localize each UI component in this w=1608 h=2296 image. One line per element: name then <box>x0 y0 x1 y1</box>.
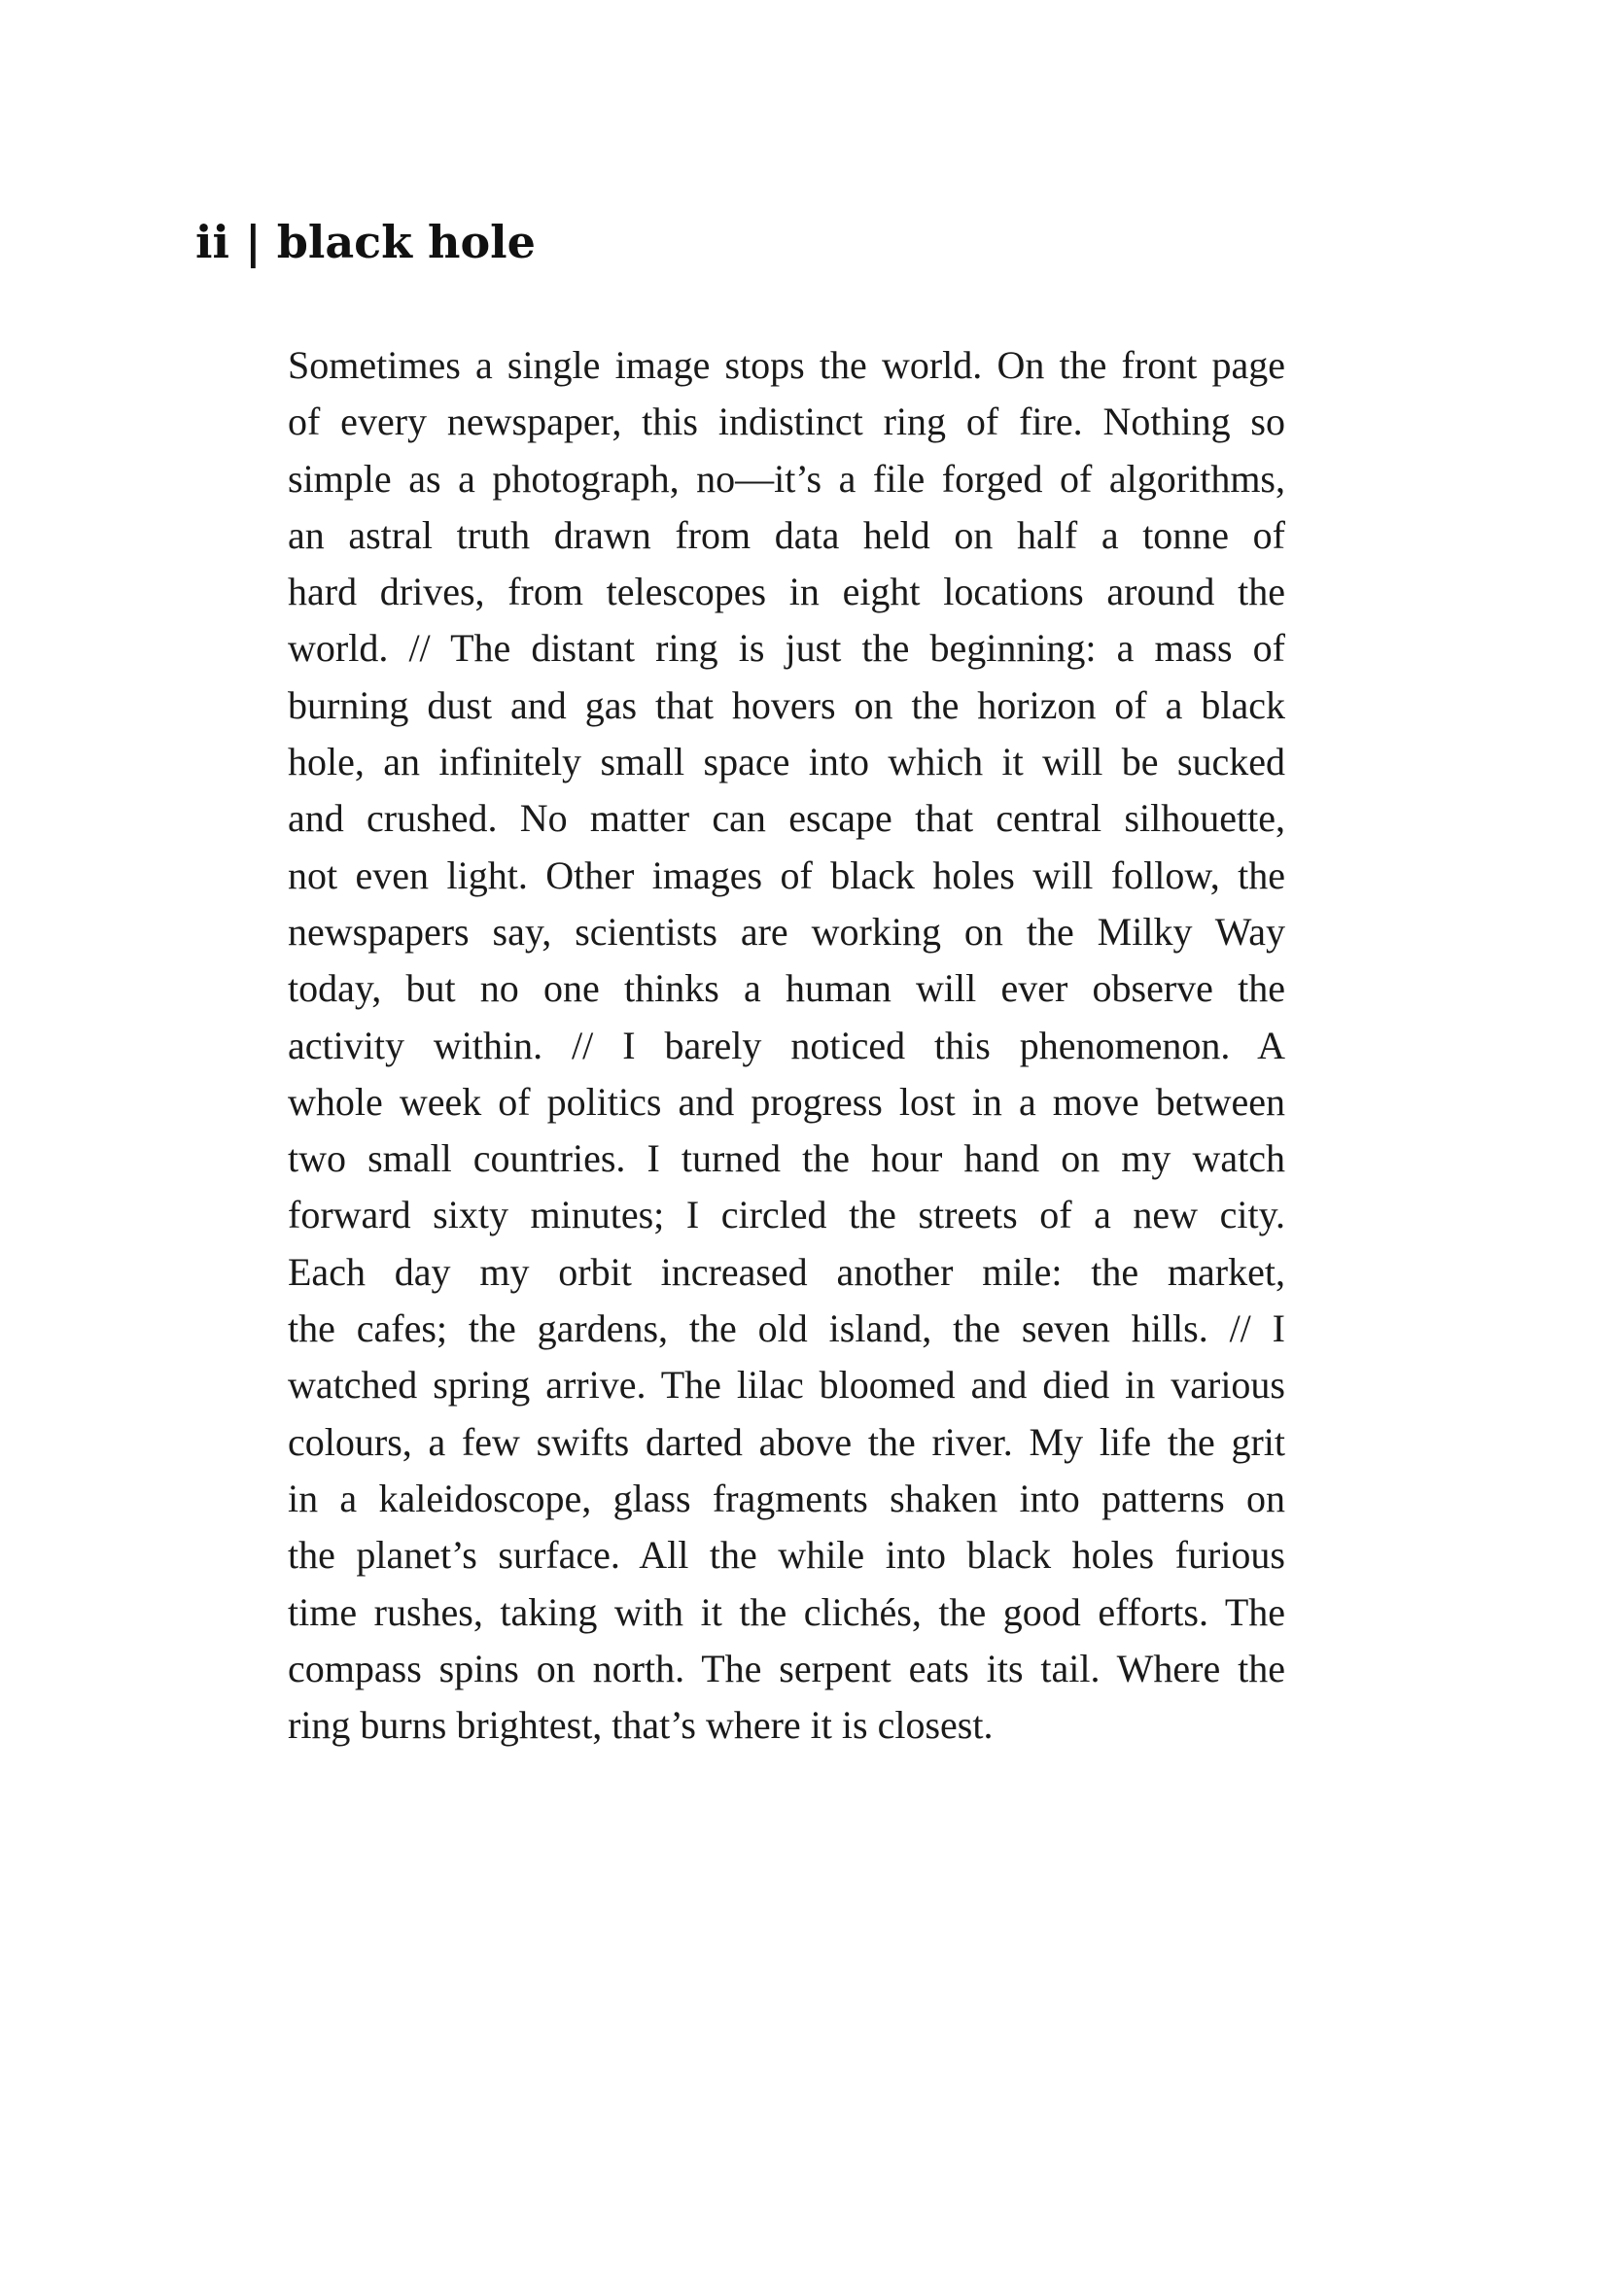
section-heading: ii | black hole <box>195 216 536 268</box>
paragraph-line-last: ring burns brightest, that’s where it is closest. <box>288 1703 994 1748</box>
paragraph-line: two small countries. I turned the hour hand on my watch <box>288 1136 1285 1181</box>
paragraph-line: newspapers say, scientists are working on the Milky Way <box>288 909 1285 954</box>
paragraph-line: world. // The distant ring is just the beginning: a mass of <box>288 626 1285 671</box>
paragraph-line: simple as a photograph, no—it’s a file forged of algorithms, <box>288 456 1285 501</box>
paragraph-line: hard drives, from telescopes in eight locations around the <box>288 570 1285 614</box>
paragraph-line: the planet’s surface. All the while into black holes furious <box>288 1533 1285 1578</box>
paragraph-line: hole, an infinitely small space into which it will be sucked <box>288 740 1285 784</box>
paragraph-line: compass spins on north. The serpent eats its tail. Where the <box>288 1646 1285 1690</box>
paragraph-line: not even light. Other images of black holes will follow, the <box>288 852 1285 897</box>
paragraph-line: the cafes; the gardens, the old island, the seven hills. // I <box>288 1306 1285 1351</box>
paragraph-line: colours, a few swifts darted above the river. My life the grit <box>288 1419 1285 1464</box>
paragraph-line: watched spring arrive. The lilac bloomed and died in various <box>288 1363 1285 1408</box>
body-paragraph <box>288 337 1285 1754</box>
paragraph-line: in a kaleidoscope, glass fragments shaken into patterns on <box>288 1476 1285 1520</box>
paragraph-line: time rushes, taking with it the clichés, the good efforts. The <box>288 1589 1285 1634</box>
paragraph-line: and crushed. No matter can escape that central silhouette, <box>288 796 1285 841</box>
paragraph-line: of every newspaper, this indistinct ring of fire. Nothing so <box>288 400 1285 444</box>
paragraph-line: burning dust and gas that hovers on the horizon of a black <box>288 682 1285 727</box>
paragraph-line: forward sixty minutes; I circled the streets of a new city. <box>288 1193 1285 1237</box>
paragraph-line: an astral truth drawn from data held on half a tonne of <box>288 512 1285 557</box>
paragraph-line: activity within. // I barely noticed this phenomenon. A <box>288 1023 1285 1067</box>
paragraph-line: today, but no one thinks a human will ever observe the <box>288 966 1285 1011</box>
paragraph-line: whole week of politics and progress lost in a move between <box>288 1079 1285 1124</box>
paragraph-line: Each day my orbit increased another mile: the market, <box>288 1249 1285 1294</box>
paragraph-line: Sometimes a single image stops the world. On the front page <box>288 343 1285 387</box>
